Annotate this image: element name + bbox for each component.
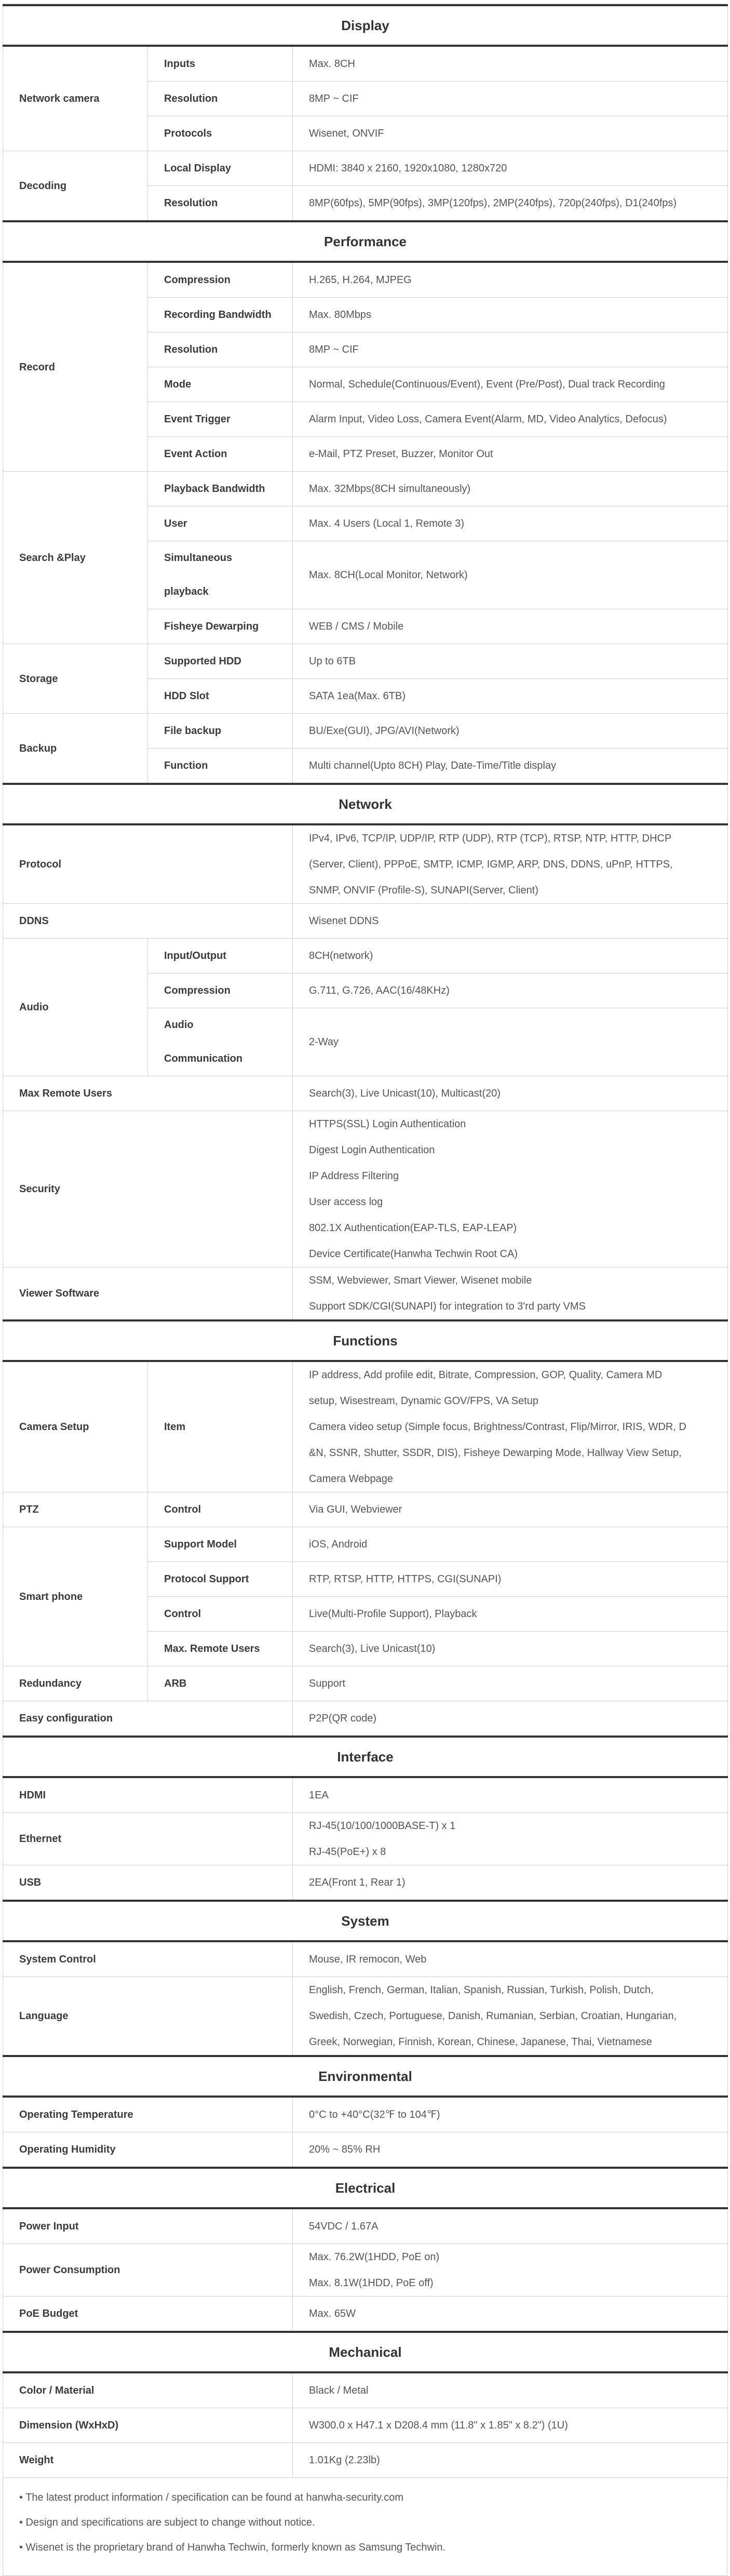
section-header-row [3,1901,728,1941]
spec-row [3,2097,728,2132]
category-label: Audio [19,1002,49,1013]
subcategory-label: Supported HDD [164,656,241,667]
category-label: DDNS [19,915,49,927]
spec-subcategory [148,541,293,609]
category-label: Protocol [19,859,62,870]
spec-value [293,2443,728,2478]
value-line: User access log [309,1196,383,1208]
spec-value [293,2297,728,2332]
value-line: HDMI: 3840 x 2160, 1920x1080, 1280x720 [309,163,507,174]
section-title: Electrical [3,2168,728,2208]
footnote: • Wisenet is the proprietary brand of Hanwha Techwin, formerly known as Samsung Techwin. [19,2542,446,2553]
spec-table [3,4,728,2478]
spec-value [293,298,728,332]
spec-category [3,1361,148,1492]
subcategory-label: Protocols [164,128,212,139]
category-label: Power Input [19,2221,79,2232]
spec-category [3,1076,293,1111]
spec-value [293,609,728,644]
spec-category [3,2097,293,2132]
value-line: Device Certificate(Hanwha Techwin Root CA) [309,1248,518,1260]
spec-value [293,151,728,186]
spec-category [3,151,148,222]
spec-value [293,186,728,222]
category-label: Language [19,2010,69,2022]
value-line: &N, SSNR, Shutter, SSDR, DIS), Fisheye Dewarping Mode, Hallway View Setup, [309,1447,682,1459]
spec-category [3,472,148,644]
category-label: Operating Temperature [19,2109,133,2120]
value-line: Live(Multi-Profile Support), Playback [309,1608,477,1620]
spec-row [3,151,728,186]
spec-subcategory [148,1008,293,1076]
category-label: Search &Play [19,552,86,564]
spec-category [3,1977,293,2057]
subcategory-label: Control [164,1504,201,1515]
category-label: USB [19,1877,42,1888]
spec-category [3,2297,293,2332]
value-line: P2P(QR code) [309,1713,377,1724]
spec-value [293,2408,728,2443]
spec-row [3,644,728,679]
value-line: Max. 8CH [309,58,355,70]
spec-category [3,714,148,784]
value-line: 8MP ~ CIF [309,344,359,355]
section-title: Display [3,5,728,46]
section-header-row [3,2168,728,2208]
section-header-row [3,1737,728,1777]
subcategory-label: HDD Slot [164,690,209,702]
value-line: English, French, German, Italian, Spanish, Russian, Turkish, Polish, Dutch, [309,1984,654,1996]
value-line: BU/Exe(GUI), JPG/AVI(Network) [309,725,459,737]
spec-subcategory [148,679,293,714]
spec-value [293,749,728,784]
spec-value [293,904,728,939]
spec-row [3,2443,728,2478]
value-line: Max. 8CH(Local Monitor, Network) [309,569,468,581]
spec-value [293,824,728,904]
spec-category [3,1267,293,1321]
subcategory-label: Local Display [164,163,231,174]
spec-value [293,714,728,749]
subcategory-label: Control [164,1608,201,1620]
spec-category [3,2372,293,2408]
spec-value [293,2208,728,2244]
value-line: Up to 6TB [309,656,356,667]
value-line: 1.01Kg (2.23lb) [309,2454,380,2466]
spec-value [293,679,728,714]
spec-subcategory [148,332,293,367]
spec-subcategory [148,644,293,679]
footnotes [3,2478,727,2576]
subcategory-label: Support Model [164,1539,237,1550]
subcategory-label: Item [164,1421,186,1433]
spec-value [293,1865,728,1901]
spec-category [3,1111,293,1267]
section-header-row [3,784,728,824]
spec-row [3,2372,728,2408]
subcategory-label: File backup [164,725,222,737]
category-label: HDMI [19,1790,46,1801]
value-line: e-Mail, PTZ Preset, Buzzer, Monitor Out [309,448,493,460]
spec-row [3,1865,728,1901]
spec-subcategory [148,367,293,402]
spec-value [293,644,728,679]
category-label: PTZ [19,1504,39,1515]
value-line: IP Address Filtering [309,1170,399,1182]
category-label: System Control [19,1954,96,1965]
section-header-row [3,5,728,46]
category-label: Storage [19,673,58,685]
value-line: Max. 76.2W(1HDD, PoE on) [309,2251,440,2263]
spec-category [3,644,148,714]
spec-row [3,1267,728,1321]
spec-category [3,2408,293,2443]
subcategory-label: Resolution [164,93,218,104]
category-label: Weight [19,2454,54,2466]
spec-row [3,824,728,904]
section-title: Network [3,784,728,824]
category-label: Color / Material [19,2385,94,2396]
spec-subcategory [148,82,293,116]
spec-category [3,2443,293,2478]
spec-category [3,2208,293,2244]
value-line: Greek, Norwegian, Finnish, Korean, Chinese, Japanese, Thai, Vietnamese [309,2036,652,2048]
subcategory-label: Resolution [164,197,218,209]
spec-value [293,1701,728,1737]
value-line: WEB / CMS / Mobile [309,621,404,632]
spec-row [3,1076,728,1111]
category-label: Max Remote Users [19,1088,112,1099]
spec-category [3,1527,148,1666]
subcategory-label: Resolution [164,344,218,355]
category-label: Redundancy [19,1678,82,1689]
value-line: SATA 1ea(Max. 6TB) [309,690,405,702]
subcategory-label: Communication [164,1053,243,1064]
spec-subcategory [148,472,293,506]
value-line: Black / Metal [309,2385,369,2396]
spec-category [3,1666,148,1701]
spec-subcategory [148,402,293,437]
value-line: 1EA [309,1790,329,1801]
spec-sheet [3,4,727,2576]
spec-subcategory [148,506,293,541]
spec-subcategory [148,151,293,186]
category-label: Viewer Software [19,1288,100,1299]
subcategory-label: Max. Remote Users [164,1643,260,1654]
spec-value [293,2132,728,2168]
footnote: • The latest product information / specification can be found at hanwha-security.com [19,2492,403,2503]
spec-value [293,367,728,402]
spec-row [3,1941,728,1977]
spec-category [3,1701,293,1737]
value-line: RJ-45(10/100/1000BASE-T) x 1 [309,1820,456,1832]
spec-value [293,1492,728,1527]
subcategory-label: Compression [164,985,231,996]
spec-category [3,1865,293,1901]
value-line: Max. 32Mbps(8CH simultaneously) [309,483,471,495]
value-line: Wisenet DDNS [309,915,379,927]
spec-row [3,1361,728,1492]
subcategory-label: Protocol Support [164,1573,249,1585]
spec-value [293,1813,728,1865]
category-label: Operating Humidity [19,2144,116,2155]
subcategory-label: User [164,518,187,529]
value-line: 802.1X Authentication(EAP-TLS, EAP-LEAP) [309,1222,517,1234]
value-line: (Server, Client), PPPoE, SMTP, ICMP, IGMP, ARP, DNS, DDNS, uPnP, HTTPS, [309,859,673,870]
value-line: Swedish, Czech, Portuguese, Danish, Rumanian, Serbian, Croatian, Hungarian, [309,2010,677,2022]
value-line: 8CH(network) [309,950,373,962]
spec-value [293,116,728,151]
spec-value [293,1666,728,1701]
spec-value [293,1597,728,1632]
spec-subcategory [148,609,293,644]
spec-value [293,2372,728,2408]
subcategory-label: Playback Bandwidth [164,483,265,495]
value-line: Search(3), Live Unicast(10) [309,1643,436,1654]
spec-value [293,1941,728,1977]
spec-subcategory [148,714,293,749]
spec-value [293,1361,728,1492]
spec-value [293,939,728,973]
value-line: Camera video setup (Simple focus, Brightness/Contrast, Flip/Mirror, IRIS, WDR, D [309,1421,686,1433]
spec-row [3,1977,728,2057]
spec-row [3,1527,728,1562]
spec-row [3,2408,728,2443]
value-line: SSM, Webviewer, Smart Viewer, Wisenet mobile [309,1275,532,1286]
subcategory-label: ARB [164,1678,187,1689]
spec-category [3,1777,293,1813]
spec-value [293,1076,728,1111]
subcategory-label: Simultaneous [164,552,233,564]
spec-value [293,541,728,609]
spec-value [293,82,728,116]
value-line: HTTPS(SSL) Login Authentication [309,1118,466,1130]
value-line: iOS, Android [309,1539,368,1550]
spec-row [3,2132,728,2168]
value-line: W300.0 x H47.1 x D208.4 mm (11.8" x 1.85" x 8.2") (1U) [309,2420,568,2431]
spec-subcategory [148,298,293,332]
value-line: IPv4, IPv6, TCP/IP, UDP/IP, RTP (UDP), RTP (TCP), RTSP, NTP, HTTP, DHCP [309,833,672,844]
spec-value [293,2244,728,2297]
value-line: Via GUI, Webviewer [309,1504,402,1515]
spec-subcategory [148,1527,293,1562]
footnote: • Design and specifications are subject to change without notice. [19,2517,315,2528]
value-line: RJ-45(PoE+) x 8 [309,1846,386,1858]
spec-value [293,437,728,472]
spec-value [293,46,728,82]
value-line: RTP, RTSP, HTTP, HTTPS, CGI(SUNAPI) [309,1573,502,1585]
value-line: 20% ~ 85% RH [309,2144,381,2155]
spec-category [3,2132,293,2168]
spec-value [293,472,728,506]
section-title: Environmental [3,2056,728,2097]
spec-subcategory [148,1562,293,1597]
spec-subcategory [148,116,293,151]
value-line: Max. 4 Users (Local 1, Remote 3) [309,518,464,529]
section-title: System [3,1901,728,1941]
spec-row [3,472,728,506]
value-line: Multi channel(Upto 8CH) Play, Date-Time/Title display [309,760,557,771]
subcategory-label: Input/Output [164,950,226,962]
category-label: Easy configuration [19,1713,113,1724]
spec-row [3,2208,728,2244]
value-line: Alarm Input, Video Loss, Camera Event(Alarm, MD, Video Analytics, Defocus) [309,413,667,425]
value-line: Mouse, IR remocon, Web [309,1954,427,1965]
section-title: Performance [3,221,728,262]
spec-value [293,402,728,437]
section-header-row [3,221,728,262]
spec-row [3,46,728,82]
value-line: Max. 80Mbps [309,309,372,321]
subcategory-label: Recording Bandwidth [164,309,272,321]
value-line: IP address, Add profile edit, Bitrate, Compression, GOP, Quality, Camera MD [309,1369,663,1381]
value-line: Support SDK/CGI(SUNAPI) for integration to 3'rd party VMS [309,1301,586,1312]
value-line: 2EA(Front 1, Rear 1) [309,1877,405,1888]
spec-subcategory [148,262,293,298]
value-line: 54VDC / 1.67A [309,2221,378,2232]
spec-row [3,1111,728,1267]
value-line: setup, Wisestream, Dynamic GOV/FPS, VA Setup [309,1395,539,1407]
category-label: Dimension (WxHxD) [19,2420,119,2431]
value-line: 8MP ~ CIF [309,93,359,104]
category-label: Network camera [19,93,100,104]
spec-category [3,1813,293,1865]
section-header-row [3,2056,728,2097]
spec-row [3,1813,728,1865]
spec-value [293,1008,728,1076]
spec-value [293,1267,728,1321]
spec-value [293,973,728,1008]
subcategory-label: Compression [164,274,231,286]
spec-subcategory [148,1597,293,1632]
value-line: 8MP(60fps), 5MP(90fps), 3MP(120fps), 2MP(240fps), 720p(240fps), D1(240fps) [309,197,677,209]
spec-category [3,904,293,939]
spec-category [3,939,148,1076]
section-header-row [3,2332,728,2372]
spec-row [3,1666,728,1701]
category-label: Backup [19,742,57,754]
subcategory-label: Function [164,760,208,771]
category-label: Record [19,361,55,373]
spec-subcategory [148,186,293,222]
value-line: Search(3), Live Unicast(10), Multicast(20) [309,1088,501,1099]
spec-category [3,262,148,472]
spec-row [3,714,728,749]
spec-value [293,1111,728,1267]
spec-category [3,1492,148,1527]
spec-row [3,1492,728,1527]
category-label: Security [19,1183,60,1195]
spec-value [293,1527,728,1562]
value-line: 0°C to +40°C(32℉ to 104℉) [309,2109,440,2120]
value-line: G.711, G.726, AAC(16/48KHz) [309,985,450,996]
subcategory-label: Audio [164,1019,194,1031]
spec-value [293,1977,728,2057]
section-title: Functions [3,1320,728,1361]
subcategory-label: Event Action [164,448,227,460]
subcategory-label: Event Trigger [164,413,231,425]
value-line: Digest Login Authentication [309,1144,435,1156]
spec-category [3,2244,293,2297]
value-line: Max. 65W [309,2308,356,2319]
value-line: Max. 8.1W(1HDD, PoE off) [309,2277,434,2289]
subcategory-label: Inputs [164,58,195,70]
category-label: Decoding [19,180,67,192]
spec-value [293,262,728,298]
value-line: Camera Webpage [309,1473,393,1485]
value-line: Normal, Schedule(Continuous/Event), Event (Pre/Post), Dual track Recording [309,379,665,390]
category-label: Camera Setup [19,1421,89,1433]
spec-value [293,1777,728,1813]
category-label: Smart phone [19,1591,83,1603]
spec-row [3,939,728,973]
spec-row [3,262,728,298]
category-label: Ethernet [19,1833,62,1845]
spec-subcategory [148,46,293,82]
value-line: Support [309,1678,346,1689]
spec-subcategory [148,1666,293,1701]
spec-subcategory [148,437,293,472]
subcategory-label: Fisheye Dewarping [164,621,259,632]
spec-subcategory [148,973,293,1008]
subcategory-label: playback [164,586,209,597]
value-line: Wisenet, ONVIF [309,128,384,139]
subcategory-label: Mode [164,379,192,390]
spec-value [293,506,728,541]
section-header-row [3,1320,728,1361]
spec-subcategory [148,939,293,973]
spec-value [293,332,728,367]
spec-subcategory [148,749,293,784]
spec-row [3,1777,728,1813]
category-label: PoE Budget [19,2308,78,2319]
section-title: Interface [3,1737,728,1777]
value-line: SNMP, ONVIF (Profile-S), SUNAPI(Server, Client) [309,885,538,896]
spec-value [293,2097,728,2132]
spec-category [3,46,148,151]
spec-category [3,1941,293,1977]
spec-value [293,1632,728,1666]
spec-row [3,1701,728,1737]
spec-subcategory [148,1492,293,1527]
category-label: Power Consumption [19,2264,120,2276]
spec-category [3,824,293,904]
spec-subcategory [148,1361,293,1492]
spec-subcategory [148,1632,293,1666]
section-title: Mechanical [3,2332,728,2372]
spec-row [3,2297,728,2332]
spec-value [293,1562,728,1597]
spec-row [3,904,728,939]
value-line: H.265, H.264, MJPEG [309,274,412,286]
spec-row [3,2244,728,2297]
value-line: 2-Way [309,1036,339,1048]
